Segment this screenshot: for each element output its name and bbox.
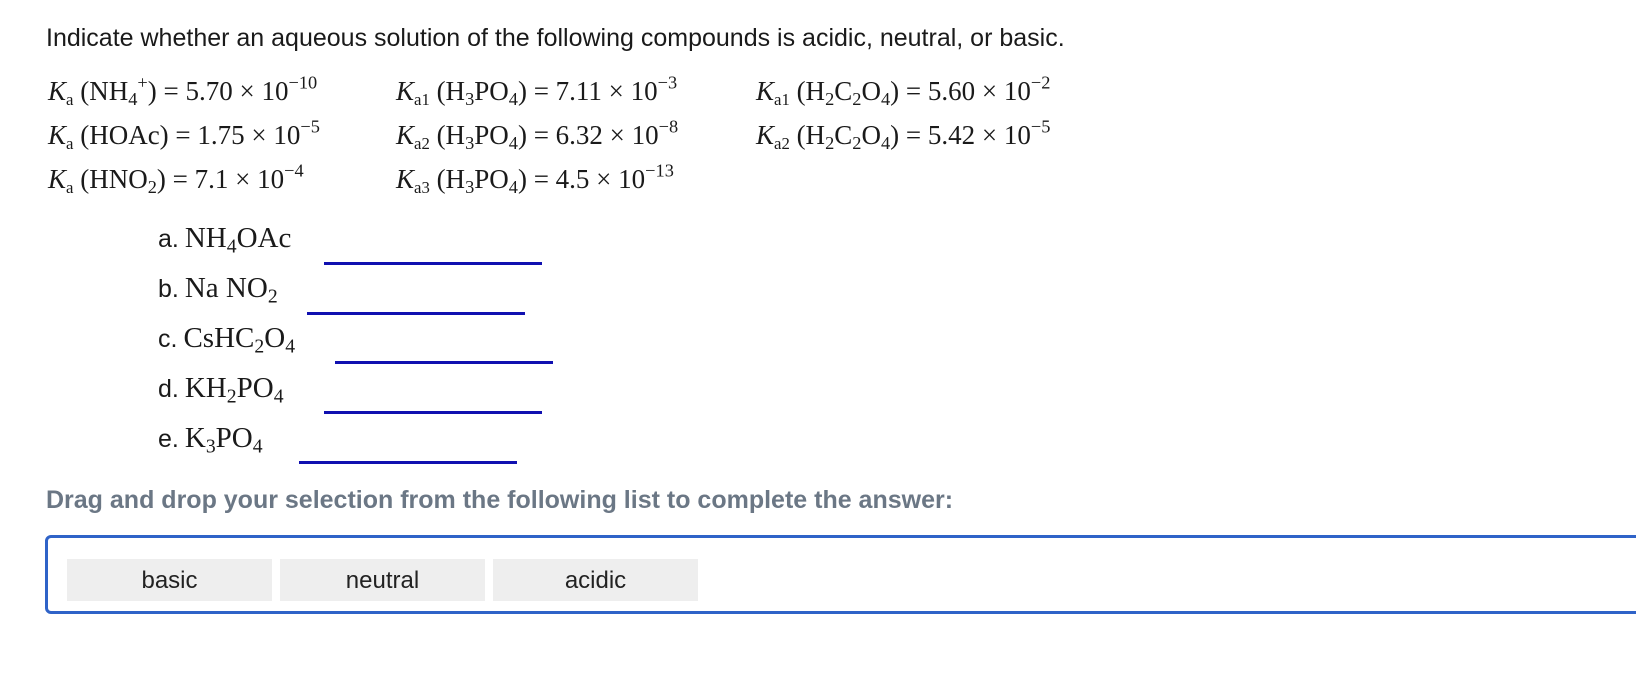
option-basic[interactable] — [67, 559, 272, 601]
answer-blank-e[interactable] — [299, 461, 517, 464]
option-acidic[interactable] — [493, 559, 698, 601]
ka-hno2: Ka $(HNO_2) = 7.1 \times 10^{-4}$ — [48, 160, 304, 198]
item-letter: b. — [158, 275, 179, 303]
ka1-h2c2o4: Ka1 $(H_2C_2O_4) = 5.60 \times 10^{-2}$ — [756, 72, 1051, 110]
ka2-h2c2o4: Ka2 $(H_2C_2O_4) = 5.42 \times 10^{-5}$ — [756, 116, 1051, 154]
item-letter: c. — [158, 325, 178, 353]
item-formula: Na $NO_2$ — [184, 272, 278, 308]
item-b — [158, 272, 278, 308]
ka-hoac: Ka (HOAc) = $1.75 \times 10^{-5}$ — [48, 116, 320, 154]
item-letter: a. — [158, 225, 179, 253]
instruction-text: Indicate whether an aqueous solution of the following compounds is acidic, neutral, or basic. — [46, 24, 1065, 52]
option-label: basic — [141, 567, 198, 594]
item-d — [158, 372, 284, 408]
answer-blank-c[interactable] — [335, 361, 553, 364]
answer-blank-d[interactable] — [324, 411, 542, 414]
option-label: acidic — [564, 567, 627, 594]
item-e — [158, 422, 263, 458]
item-letter: e. — [158, 425, 179, 453]
ka2-h3po4: Ka2 $(H_3PO_4) = 6.32 \times 10^{-8}$ — [396, 116, 679, 154]
item-formula: $NH_4OAc$ — [184, 222, 292, 258]
drag-prompt: Drag and drop your selection from the following list to complete the answer: — [46, 486, 954, 514]
answer-blank-b[interactable] — [307, 312, 525, 315]
item-formula: $CsHC_2O_4$ — [183, 322, 296, 358]
ka1-h3po4: Ka1 $(H_3PO_4) = 7.11 \times 10^{-3}$ — [396, 72, 678, 110]
item-letter: d. — [158, 375, 179, 403]
answer-blank-a[interactable] — [324, 262, 542, 265]
option-label: neutral — [345, 567, 420, 594]
option-neutral[interactable] — [280, 559, 485, 601]
item-formula: $K_3PO_4$ — [184, 422, 263, 458]
ka3-h3po4: Ka3 $(H_3PO_4) = 4.5 \times 10^{-13}$ — [396, 160, 674, 198]
item-c — [158, 322, 296, 358]
ka-nh4: Ka $(NH_4^+) = 5.70 \times 10^{-10}$ — [48, 72, 318, 110]
item-a — [158, 222, 292, 258]
option-bank[interactable] — [45, 535, 1636, 614]
item-formula: $KH_2PO_4$ — [184, 372, 284, 408]
